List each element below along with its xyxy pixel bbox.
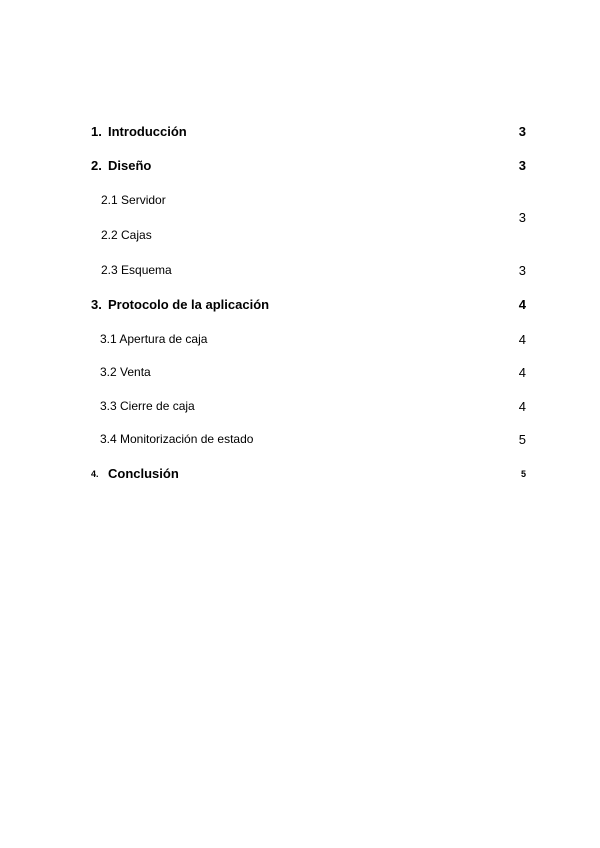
toc-entry-conclusion	[0, 466, 600, 486]
toc-entry-page: 4	[518, 297, 526, 312]
toc-entry-page: 4	[518, 332, 526, 347]
toc-entry-page: 4	[518, 365, 526, 380]
toc-entry-title: Diseño	[108, 158, 152, 173]
toc-entry-cierre	[0, 399, 600, 419]
toc-entry-title: 3.2 Venta	[100, 365, 151, 379]
toc-entry-page: 5	[520, 469, 526, 479]
toc-entry-introduccion	[0, 124, 600, 144]
toc-entry-diseno	[0, 158, 600, 178]
toc-entry-page: 3	[518, 124, 526, 139]
toc-entry-monitorizacion	[0, 432, 600, 452]
toc-entry-number: 4.	[91, 469, 99, 479]
toc-entry-title: 2.2 Cajas	[101, 228, 152, 242]
toc-entry-title: 3.1 Apertura de caja	[100, 332, 208, 346]
toc-entry-number: 3.	[91, 297, 102, 312]
toc-entry-number: 2.	[91, 158, 102, 173]
toc-entry-page-shared	[0, 210, 600, 230]
toc-entry-title: Conclusión	[108, 466, 179, 481]
toc-entry-number: 1.	[91, 124, 102, 139]
toc-entry-title: 3.4 Monitorización de estado	[100, 432, 254, 446]
toc-entry-esquema	[0, 263, 600, 283]
toc-entry-page: 4	[518, 399, 526, 414]
toc-entry-protocolo	[0, 297, 600, 317]
toc-entry-page: 3	[518, 158, 526, 173]
toc-entry-cajas	[0, 228, 600, 248]
toc-entry-venta	[0, 365, 600, 385]
toc-entry-page: 3	[518, 263, 526, 278]
toc-entry-title: 2.1 Servidor	[101, 193, 166, 207]
toc-entry-apertura	[0, 332, 600, 352]
toc-entry-title: Protocolo de la aplicación	[108, 297, 270, 312]
toc-entry-title: 3.3 Cierre de caja	[100, 399, 195, 413]
toc-entry-title: 2.3 Esquema	[101, 263, 172, 277]
toc-entry-title: Introducción	[108, 124, 187, 139]
toc-entry-page: 5	[518, 432, 526, 447]
toc-entry-page: 3	[518, 210, 526, 225]
